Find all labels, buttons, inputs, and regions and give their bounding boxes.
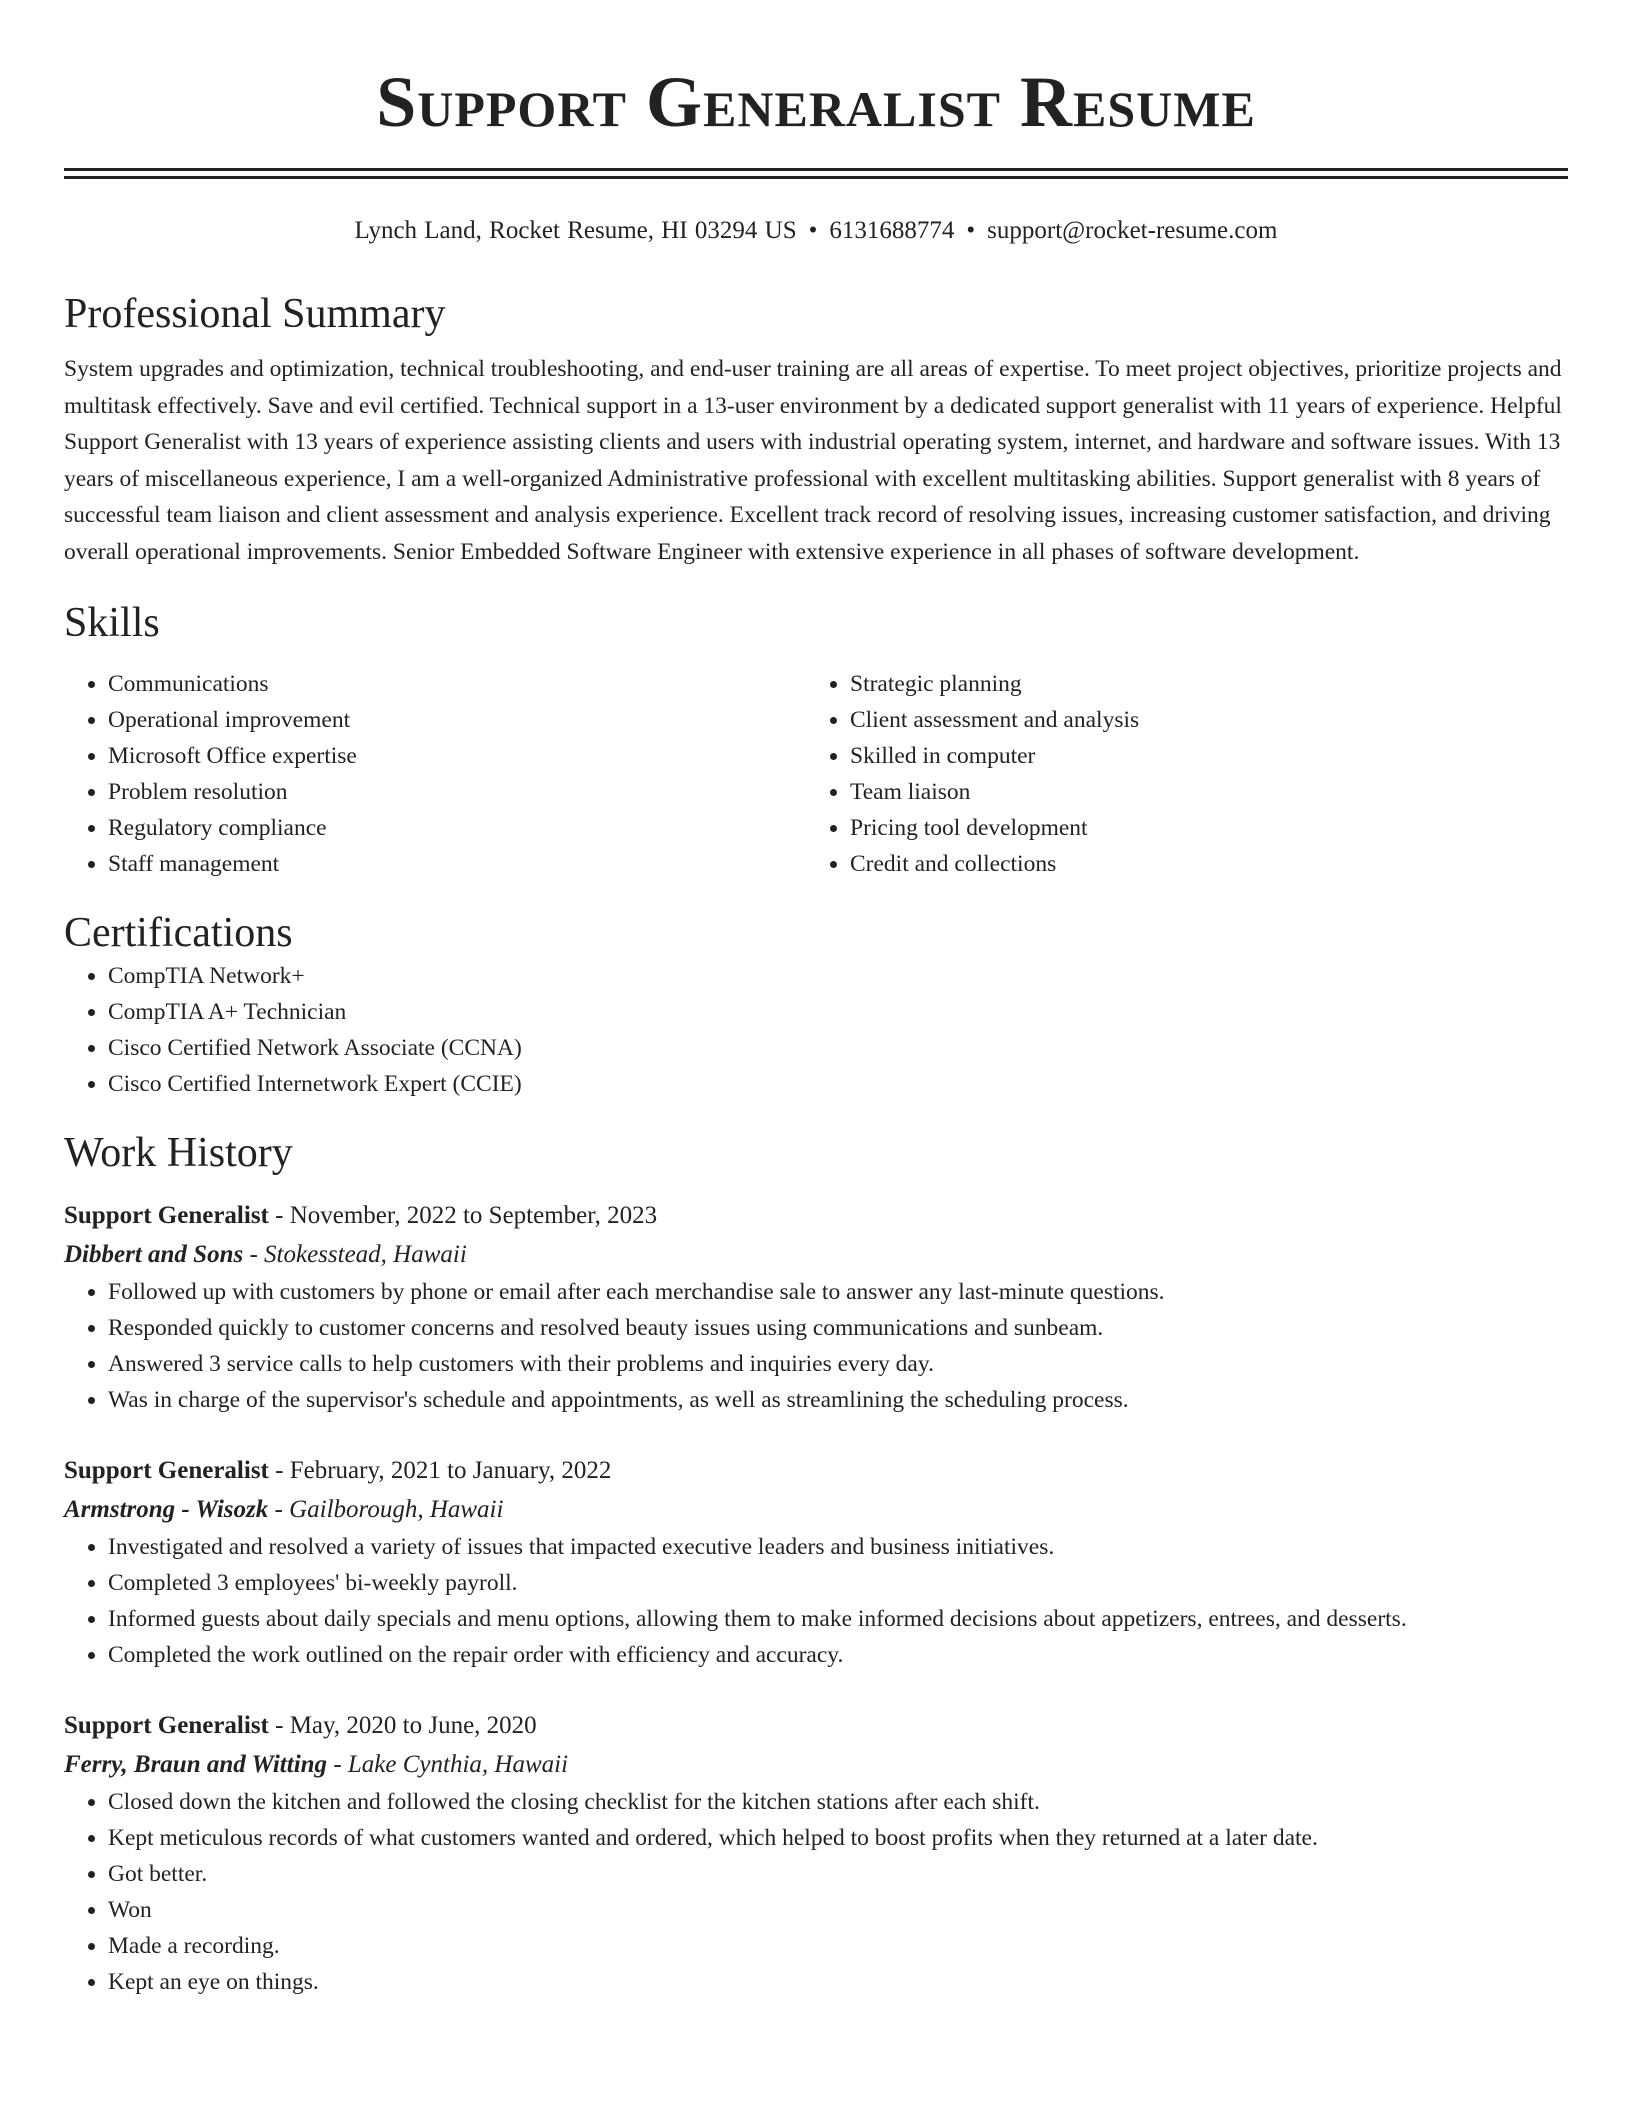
- job-duty: • Followed up with customers by phone or email after each merchandise sale to answer any last-minute questions.: [108, 1274, 1568, 1310]
- title-divider: [64, 168, 1568, 179]
- skill-item: • Staff management: [108, 846, 806, 882]
- skills-columns: [64, 666, 1568, 882]
- skills-column-right: [806, 666, 1548, 882]
- certification-item: • Cisco Certified Network Associate (CCNA): [108, 1030, 1568, 1066]
- resume-title: Support Generalist Resume: [376, 62, 1256, 142]
- job-role: Support Generalist: [64, 1712, 269, 1739]
- certification-item: • Cisco Certified Internetwork Expert (CCIE): [108, 1066, 1568, 1102]
- contact-line: [64, 215, 1568, 247]
- skill-item: • Skilled in computer: [850, 738, 1548, 774]
- job-role: Support Generalist: [64, 1202, 269, 1229]
- contact-phone: 6131688774: [829, 217, 955, 244]
- summary-heading: Professional Summary: [64, 291, 446, 337]
- certifications-heading: Certifications: [64, 910, 293, 956]
- job-duties-list: [64, 1274, 1568, 1418]
- job-role: Support Generalist: [64, 1457, 269, 1484]
- job-duty: • Was in charge of the supervisor's schedule and appointments, as well as streamlining the scheduling process.: [108, 1382, 1568, 1418]
- certifications-list: [64, 958, 1568, 1102]
- job-company-line: [64, 1235, 1568, 1274]
- job-duties-list: [64, 1529, 1568, 1673]
- job-duty: • Completed the work outlined on the repair order with efficiency and accuracy.: [108, 1637, 1568, 1673]
- job-company-line: [64, 1490, 1568, 1529]
- work-history-heading: Work History: [64, 1130, 293, 1176]
- contact-email: support@rocket-resume.com: [987, 217, 1278, 244]
- skill-item: • Operational improvement: [108, 702, 806, 738]
- job-dates: - November, 2022 to September, 2023: [268, 1202, 658, 1229]
- job-entry: [64, 1196, 1568, 1418]
- job-location: - Gailborough, Hawaii: [268, 1496, 504, 1523]
- job-duty: • Kept meticulous records of what customers wanted and ordered, which helped to boost profits when they returned at a later date.: [108, 1820, 1568, 1856]
- job-duty: • Made a recording.: [108, 1928, 1568, 1964]
- summary-text: System upgrades and optimization, technical troubleshooting, and end-user training are all areas of expertise. To meet project objectives, prioritize projects and multitask effectively. Save and evil certified. Technical support in a 13-user environment by a dedicated support generalist with 11 years of experience. Helpful Support Generalist with 13 years of experience assisting clients and users with industrial operating system, internet, and hardware and software issues. With 13 years of miscellaneous experience, I am a well-organized Administrative professional with excellent multitasking abilities. Support generalist with 8 years of successful team liaison and client assessment and analysis experience. Excellent track record of resolving issues, increasing customer satisfaction, and driving overall operational improvements. Senior Embedded Software Engineer with extensive experience in all phases of software development.: [64, 356, 1562, 565]
- job-company: Ferry, Braun and Witting: [64, 1751, 328, 1778]
- job-location: - Stokesstead, Hawaii: [243, 1241, 467, 1268]
- job-duty: • Closed down the kitchen and followed the closing checklist for the kitchen stations after each shift.: [108, 1784, 1568, 1820]
- job-entry: [64, 1706, 1568, 2000]
- job-duty: • Got better.: [108, 1856, 1568, 1892]
- skill-item: • Team liaison: [850, 774, 1548, 810]
- contact-address: Lynch Land, Rocket Resume, HI 03294 US: [354, 217, 797, 244]
- skill-item: • Problem resolution: [108, 774, 806, 810]
- skill-item: • Microsoft Office expertise: [108, 738, 806, 774]
- job-duty: • Investigated and resolved a variety of issues that impacted executive leaders and business initiatives.: [108, 1529, 1568, 1565]
- job-company: Dibbert and Sons: [64, 1241, 244, 1268]
- resume-page: [64, 0, 1568, 2000]
- job-duty: • Completed 3 employees' bi-weekly payroll.: [108, 1565, 1568, 1601]
- job-title-line: [64, 1196, 1568, 1235]
- skills-list-left: [64, 666, 806, 882]
- contact-separator: •: [808, 217, 818, 244]
- skill-item: • Client assessment and analysis: [850, 702, 1548, 738]
- job-dates: - February, 2021 to January, 2022: [268, 1457, 612, 1484]
- job-title-line: [64, 1451, 1568, 1490]
- job-location: - Lake Cynthia, Hawaii: [327, 1751, 569, 1778]
- job-entry: [64, 1451, 1568, 1673]
- job-dates: - May, 2020 to June, 2020: [268, 1712, 537, 1739]
- skill-item: • Pricing tool development: [850, 810, 1548, 846]
- job-duty: • Won: [108, 1892, 1568, 1928]
- certification-item: • CompTIA A+ Technician: [108, 994, 1568, 1030]
- skills-heading: Skills: [64, 600, 160, 646]
- job-title-line: [64, 1706, 1568, 1745]
- job-duties-list: [64, 1784, 1568, 2000]
- skills-column-left: [64, 666, 806, 882]
- job-duty: • Responded quickly to customer concerns and resolved beauty issues using communications and sunbeam.: [108, 1310, 1568, 1346]
- skill-item: • Strategic planning: [850, 666, 1548, 702]
- contact-separator: •: [966, 217, 976, 244]
- certification-item: • CompTIA Network+: [108, 958, 1568, 994]
- job-company-line: [64, 1745, 1568, 1784]
- job-duty: • Informed guests about daily specials and menu options, allowing them to make informed decisions about appetizers, entrees, and desserts.: [108, 1601, 1568, 1637]
- job-company: Armstrong - Wisozk: [64, 1496, 269, 1523]
- skills-list-right: [806, 666, 1548, 882]
- skill-item: • Regulatory compliance: [108, 810, 806, 846]
- skill-item: • Credit and collections: [850, 846, 1548, 882]
- job-duty: • Answered 3 service calls to help customers with their problems and inquiries every day.: [108, 1346, 1568, 1382]
- skill-item: • Communications: [108, 666, 806, 702]
- job-duty: • Kept an eye on things.: [108, 1964, 1568, 2000]
